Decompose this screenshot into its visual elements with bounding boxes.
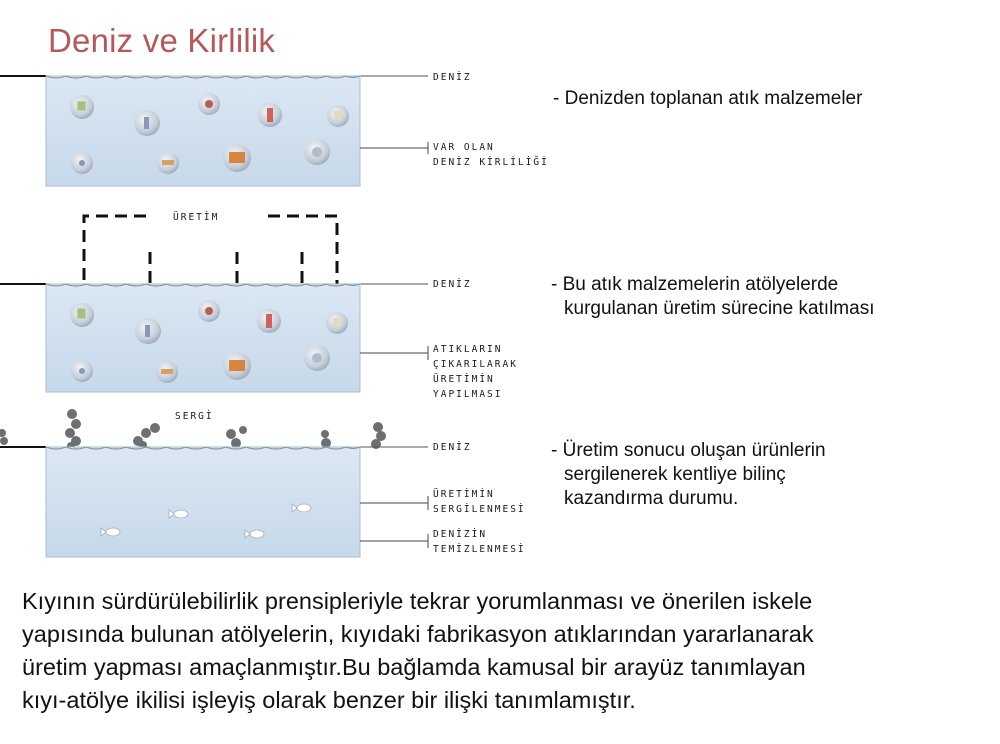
sea-water: [46, 447, 360, 557]
clean-label-line-1: DENİZİN: [433, 529, 488, 540]
step-3-description: [551, 439, 826, 511]
pollution-label-line-2: DENİZ KİRLİLİĞİ: [433, 157, 549, 168]
description-line: kazandırma durumu.: [564, 488, 739, 509]
paragraph-line: Kıyının sürdürülebilirlik prensipleriyle tekrar yorumlanması ve önerilen iskele: [22, 588, 813, 614]
waste-bubble: [71, 360, 93, 382]
panel-production: [0, 212, 518, 400]
waste-bubble: [71, 152, 93, 174]
waste-bubble: [198, 93, 220, 115]
waste-bubble: [70, 303, 94, 327]
waste-bubble: [156, 361, 178, 383]
waste-bubble: [257, 309, 281, 333]
exhibited-product: [0, 429, 8, 445]
waste-bubble: [223, 144, 251, 172]
process-label-line-3: ÜRETİMİN: [433, 374, 495, 385]
waste-bubble: [326, 312, 348, 334]
exhibited-product: [226, 426, 247, 448]
waste-bubble: [304, 139, 330, 165]
description-line: kurgulanan üretim sürecine katılması: [564, 298, 875, 319]
paragraph-line: kıyı-atölye ikilisi işleyiş olarak benzer bir ilişki tanımlamıştır.: [22, 687, 636, 713]
waste-bubble: [134, 110, 160, 136]
exhibit-label-line-2: SERGİLENMESİ: [433, 504, 526, 515]
page-title: Deniz ve Kirlilik: [48, 22, 276, 59]
waste-bubble: [135, 318, 161, 344]
waste-bubble: [258, 103, 282, 127]
paragraph-line: üretim yapması amaçlanmıştır.Bu bağlamda kamusal bir arayüz tanımlayan: [22, 654, 806, 680]
panel-exhibition: [0, 409, 526, 557]
description-line: - Bu atık malzemelerin atölyelerde: [551, 274, 839, 295]
sea-label: DENİZ: [433, 279, 472, 290]
pollution-label-line-1: VAR OLAN: [433, 142, 495, 153]
sea-water: [46, 76, 360, 186]
step-1-description: [553, 87, 862, 111]
exhibited-product: [371, 422, 386, 449]
summary-paragraph: [22, 585, 982, 717]
production-label: ÜRETİM: [173, 212, 220, 223]
description-line: sergilenerek kentliye bilinç: [564, 464, 786, 485]
waste-bubble: [198, 300, 220, 322]
waste-bubble: [157, 152, 179, 174]
waste-bubble: [70, 95, 94, 119]
process-label-line-2: ÇIKARILARAK: [433, 359, 518, 370]
clean-label-line-2: TEMİZLENMESİ: [433, 544, 526, 555]
sea-label: DENİZ: [433, 72, 472, 83]
exhibited-product: [65, 409, 81, 450]
waste-bubble: [223, 352, 251, 380]
process-label-line-4: YAPILMASI: [433, 389, 503, 400]
sea-label: DENİZ: [433, 442, 472, 453]
waste-bubble: [327, 105, 349, 127]
process-label-line-1: ATIKLARIN: [433, 344, 503, 355]
waste-bubble: [304, 345, 330, 371]
paragraph-line: yapısında bulunan atölyelerin, kıyıdaki fabrikasyon atıklarından yararlanarak: [22, 621, 814, 647]
exhibition-label: SERGİ: [175, 411, 214, 422]
sea-water: [46, 284, 360, 392]
description-line: - Üretim sonucu oluşan ürünlerin: [551, 440, 826, 461]
panel-existing-pollution: [0, 72, 549, 186]
description-line: - Denizden toplanan atık malzemeler: [553, 88, 863, 109]
exhibited-product: [133, 423, 160, 449]
exhibited-product: [321, 430, 331, 448]
exhibit-label-line-1: ÜRETİMİN: [433, 489, 495, 500]
step-2-description: [551, 273, 874, 321]
